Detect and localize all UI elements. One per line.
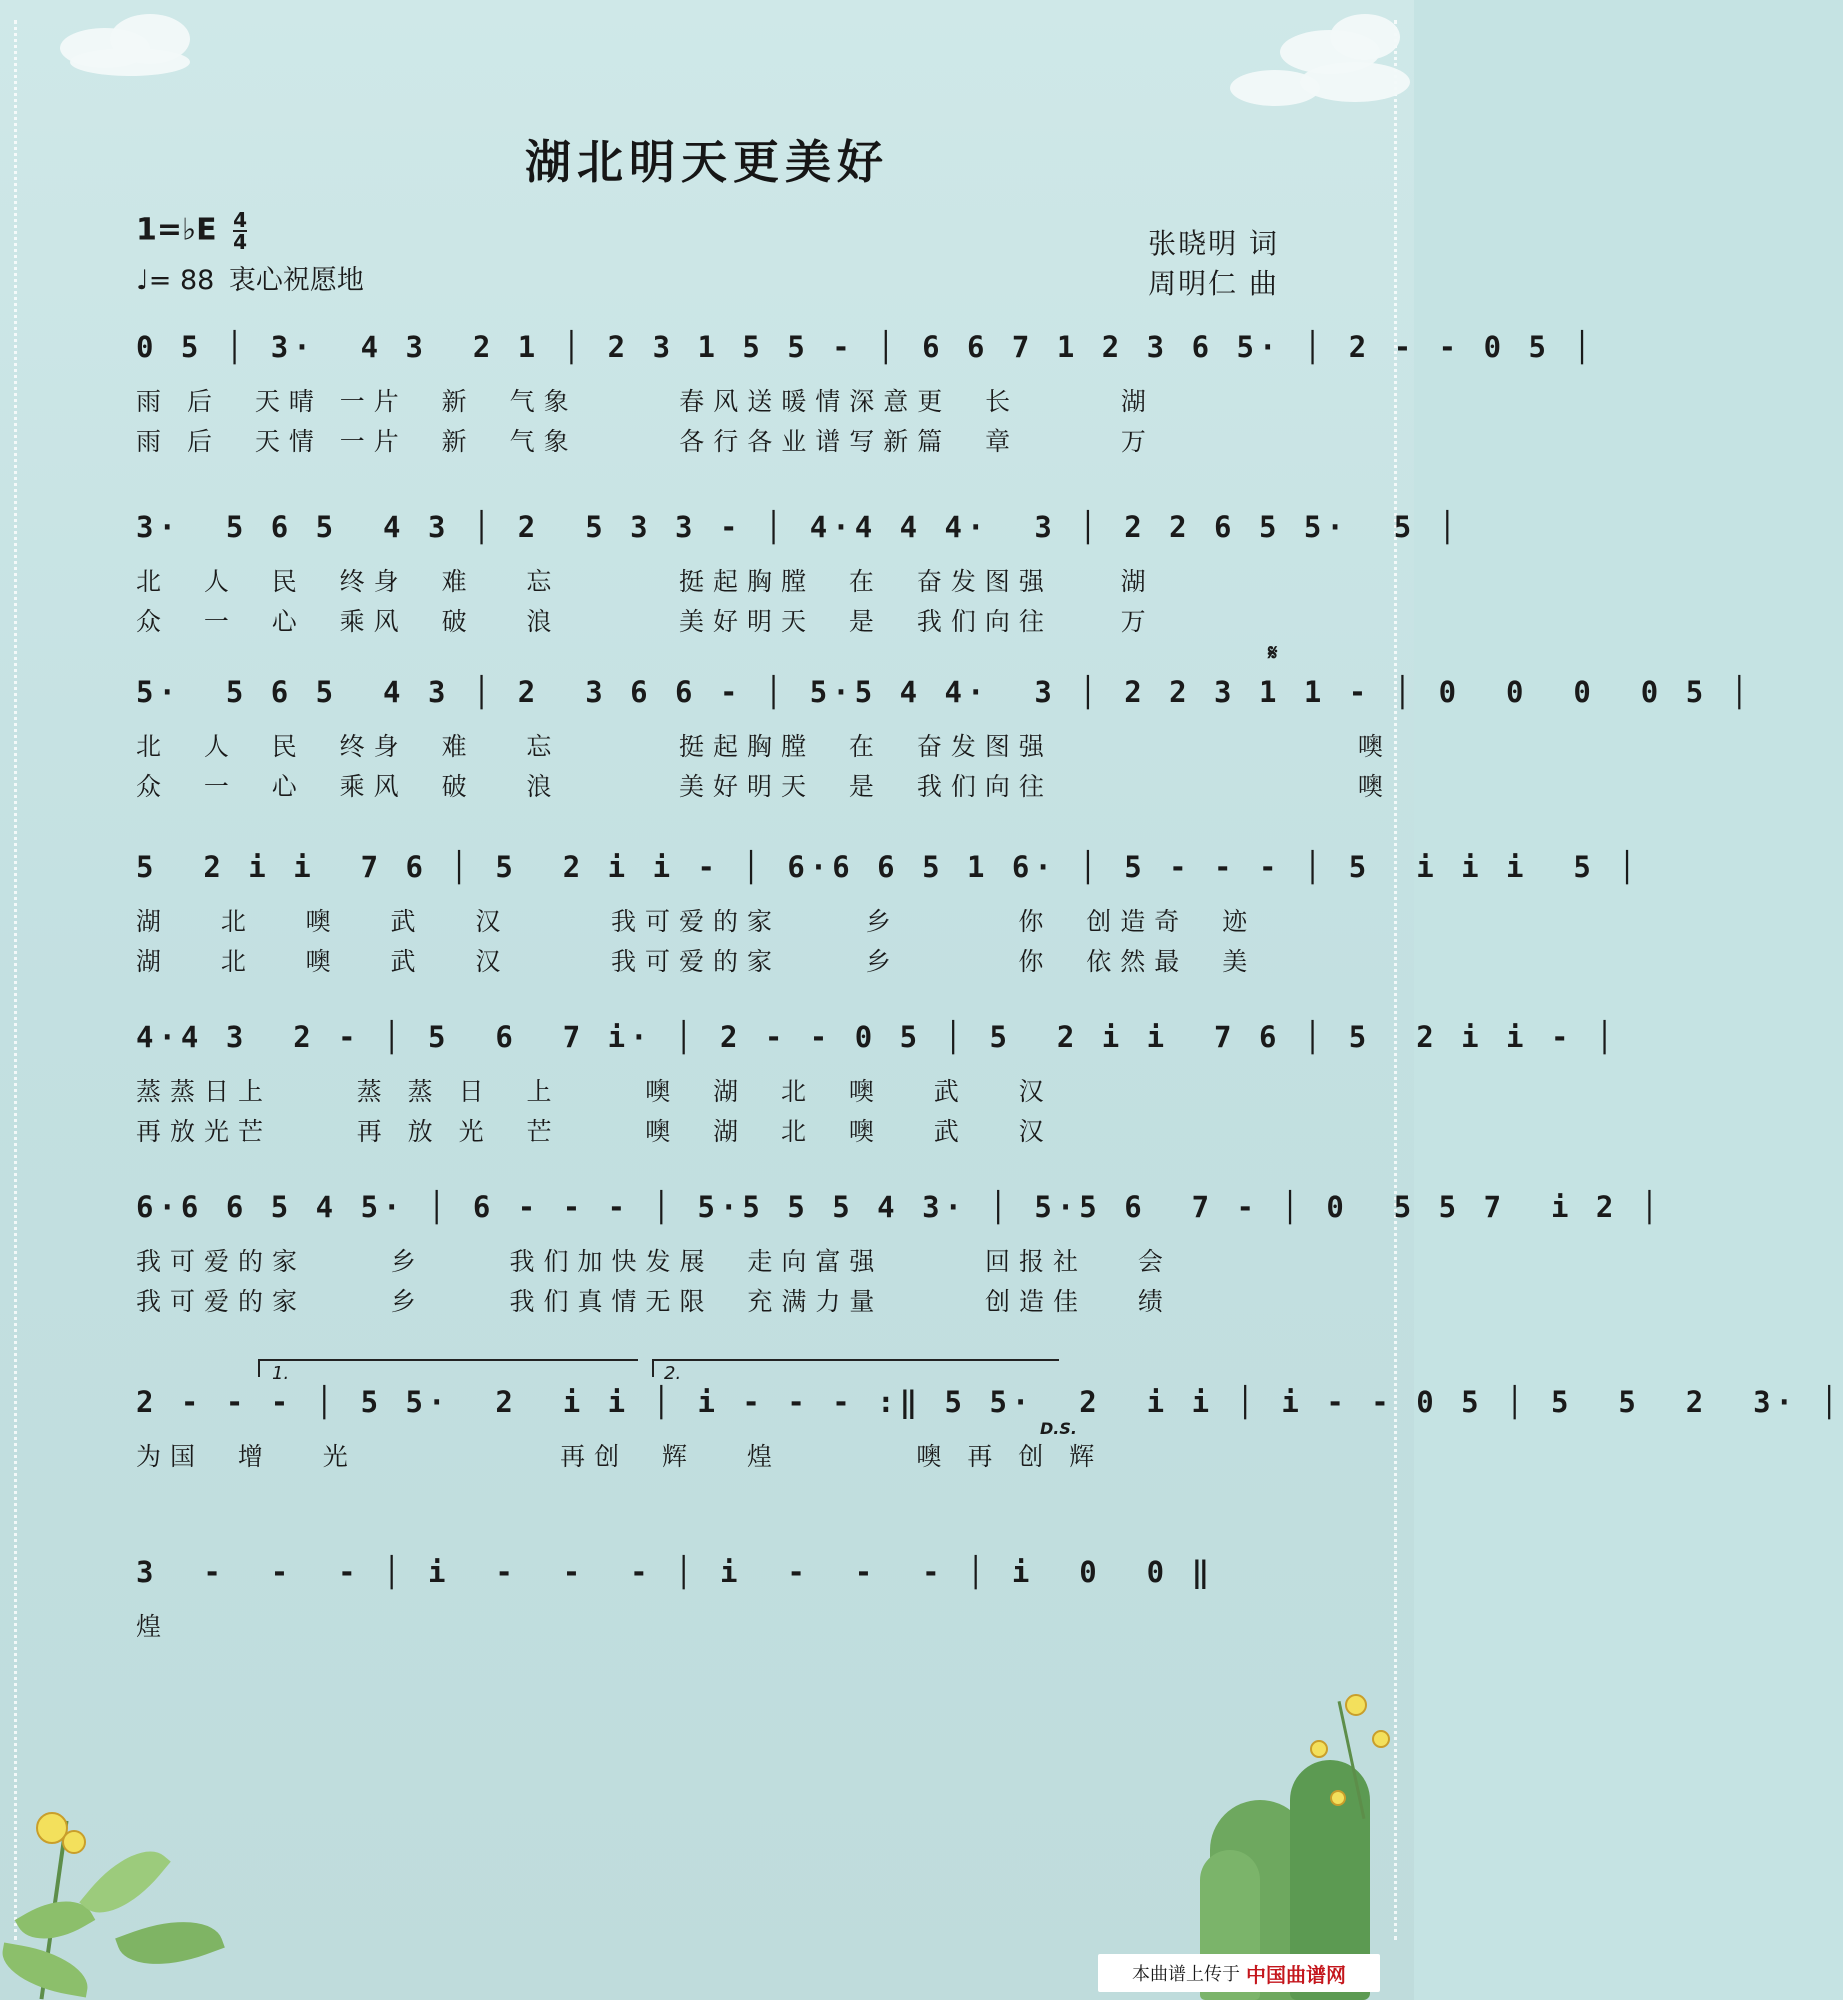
notation-line: 5· 5 6 5 4 3 │ 2 3 6 6 - │ 5·5 4 4· 3 │ 2 2 3 1 1 - │ 0 0 0 0 5 │	[136, 675, 1754, 709]
volta-label-2: 2.	[664, 1363, 682, 1384]
time-sig-bottom: 4	[233, 230, 248, 254]
tempo-mark: ♩= 88	[136, 265, 215, 296]
time-signature	[233, 210, 247, 252]
lyrics-verse-1: 煌	[136, 1612, 171, 1641]
lyrics-verse-1: 北 人 民 终身 难 忘 挺起胸膛 在 奋发图强 噢	[136, 732, 1392, 761]
volta-label-1: 1.	[272, 1363, 290, 1384]
lyrics-verse-2: 众 一 心 乘风 破 浪 美好明天 是 我们向往 噢	[136, 772, 1392, 801]
time-sig-top: 4	[233, 208, 248, 232]
song-title: 湖北明天更美好	[525, 135, 889, 189]
left-dotted-border	[14, 20, 17, 1940]
notation-line: 0 5 │ 3· 4 3 2 1 │ 2 3 1 5 5 - │ 6 6 7 1 2 3 6 5· │ 2 - - 0 5 │	[136, 330, 1596, 364]
expression-mark: 衷心祝愿地	[228, 265, 364, 296]
right-dotted-border	[1394, 20, 1397, 1940]
lyrics-verse-1: 我可爱的家 乡 我们加快发展 走向富强 回报社 会	[136, 1247, 1172, 1276]
lyrics-verse-2: 湖 北 噢 武 汉 我可爱的家 乡 你 依然最 美	[136, 947, 1257, 976]
lyrics-verse-2: 雨 后 天情 一片 新 气象 各行各业谱写新篇 章 万	[136, 427, 1155, 456]
notation-line: 4·4 3 2 - │ 5 6 7 i· │ 2 - - 0 5 │ 5 2 i i 7 6 │ 5 2 i i - │	[136, 1020, 1619, 1054]
key-label: 1=♭E	[136, 212, 217, 248]
lyrics-verse-1: 湖 北 噢 武 汉 我可爱的家 乡 你 创造奇 迹	[136, 907, 1257, 936]
site-footer[interactable]	[1098, 1954, 1380, 1992]
volta-bracket-2	[652, 1359, 1059, 1377]
segno-sign: 𝄋	[1268, 641, 1278, 666]
notation-line: 3· 5 6 5 4 3 │ 2 5 3 3 - │ 4·4 4 4· 3 │ 2 2 6 5 5· 5 │	[136, 510, 1462, 544]
lyrics-verse-2: 再放光芒 再 放 光 芒 噢 湖 北 噢 武 汉	[136, 1117, 1053, 1146]
notation-line: 2 - - - │ 5 5· 2 i i │ i - - - :‖ 5 5· 2 i i │ i - - 0 5 │ 5 5 2 3· │	[136, 1385, 1843, 1419]
lyricist-credit: 张晓明 词	[1148, 227, 1279, 260]
lyrics-verse-1: 雨 后 天晴 一片 新 气象 春风送暖情深意更 长 湖	[136, 387, 1155, 416]
volta-bracket-1	[258, 1359, 638, 1377]
lyrics-verse-1: 为国 增 光 再创 辉 煌 噢 再 创 辉	[136, 1442, 1104, 1471]
dal-segno-mark: D.S.	[1040, 1419, 1077, 1438]
footer-brand[interactable]: 中国曲谱网	[1246, 1962, 1346, 1987]
lyrics-verse-1: 北 人 民 终身 难 忘 挺起胸膛 在 奋发图强 湖	[136, 567, 1155, 596]
notation-line: 3 - - - │ i - - - │ i - - - │ i 0 0 ‖	[136, 1555, 1215, 1589]
notation-line: 5 2 i i 7 6 │ 5 2 i i - │ 6·6 6 5 1 6· │ 5 - - - │ 5 i i i 5 │	[136, 850, 1641, 884]
composer-credit: 周明仁 曲	[1148, 267, 1279, 300]
footer-prefix: 本曲谱上传于	[1132, 1964, 1240, 1985]
lyrics-verse-1: 蒸蒸日上 蒸 蒸 日 上 噢 湖 北 噢 武 汉	[136, 1077, 1053, 1106]
lyrics-verse-2: 众 一 心 乘风 破 浪 美好明天 是 我们向往 万	[136, 607, 1155, 636]
notation-line: 6·6 6 5 4 5· │ 6 - - - │ 5·5 5 5 4 3· │ 5·5 6 7 - │ 0 5 5 7 i 2 │	[136, 1190, 1664, 1224]
tempo-line	[136, 258, 364, 297]
key-signature	[136, 210, 247, 252]
lyrics-verse-2: 我可爱的家 乡 我们真情无限 充满力量 创造佳 绩	[136, 1287, 1172, 1316]
